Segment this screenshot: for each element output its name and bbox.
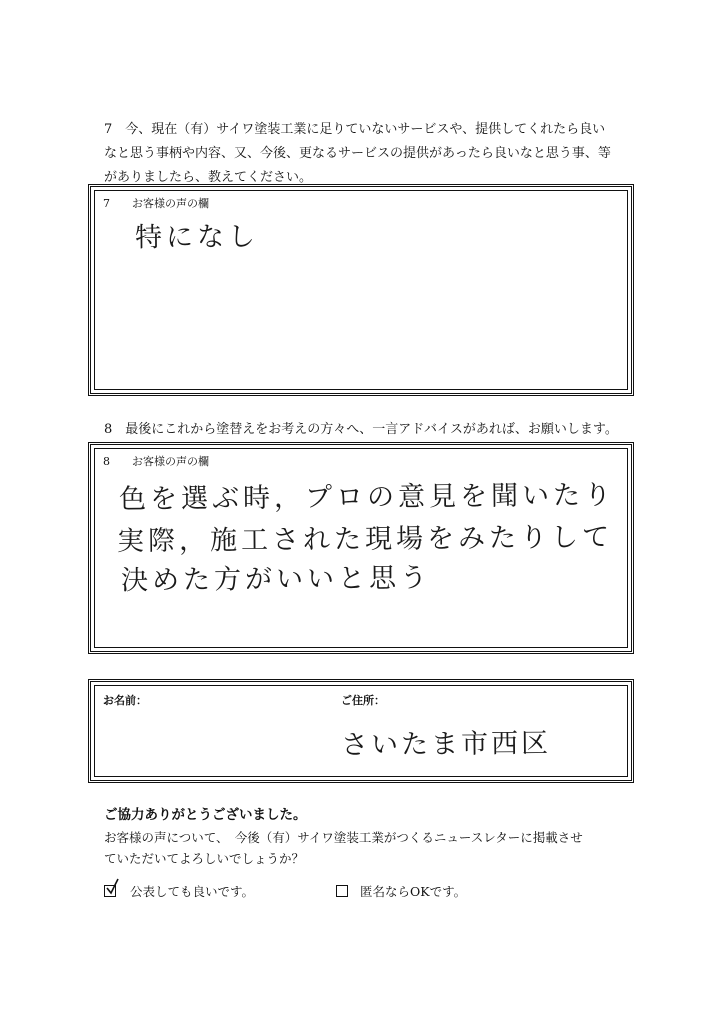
consent-question: [104, 827, 644, 869]
consent-line1: お客様の声について、 今後（有）サイワ塗装工業がつくるニュースレターに掲載させ: [104, 830, 583, 845]
q8-number: 8: [104, 422, 113, 437]
thanks-message: ご協力ありがとうございました。: [104, 807, 307, 823]
q7-text: [104, 118, 634, 190]
q8-answer-line-2: 実際，施工された現場をみたりして: [116, 521, 614, 558]
q7-line3: がありましたら、教えてください。: [104, 170, 313, 185]
address-label: ご住所：: [341, 694, 385, 707]
name-field[interactable]: [97, 708, 327, 774]
q7-box-number: 7: [103, 197, 110, 210]
option-anonymous[interactable]: [336, 882, 466, 900]
q8-box-label: お客様の声の欄: [132, 455, 209, 468]
q7-box-label: お客様の声の欄: [132, 197, 209, 210]
public-checkbox[interactable]: [104, 885, 116, 897]
q8-answer-box[interactable]: [88, 442, 634, 654]
q7-handwritten-answer: 特になし: [134, 221, 260, 254]
q8-text: [104, 418, 664, 442]
q7-line2: なと思う事柄や内容、又、今後、更なるサービスの提供があったら良いなと思う事、等: [104, 146, 611, 161]
option-public[interactable]: [104, 882, 254, 900]
checkmark-icon: [105, 877, 121, 897]
q8-answer-line-3: 決めた方がいいと思う: [120, 562, 432, 597]
q8-question: 最後にこれから塗替えをお考えの方々へ、一言アドバイスがあれば、お願いします。: [125, 422, 618, 437]
contact-box: [88, 679, 634, 783]
anonymous-option-label: 匿名ならOKです。: [360, 884, 467, 899]
q8-answer-line-1: 色を選ぶ時，プロの意見を聞いたり: [118, 479, 616, 516]
anonymous-checkbox[interactable]: [336, 885, 348, 897]
name-label: お名前：: [103, 694, 147, 707]
q8-box-number: 8: [103, 455, 110, 468]
q7-answer-box[interactable]: [88, 184, 634, 396]
public-option-label: 公表しても良いです。: [130, 884, 255, 899]
address-value[interactable]: さいたま市西区: [340, 728, 552, 761]
consent-line2: ていただいてよろしいでしょうか？: [104, 851, 305, 866]
q7-number: 7: [104, 122, 113, 137]
q7-line1: 今、現在（有）サイワ塗装工業に足りていないサービスや、提供してくれたら良い: [125, 122, 606, 137]
